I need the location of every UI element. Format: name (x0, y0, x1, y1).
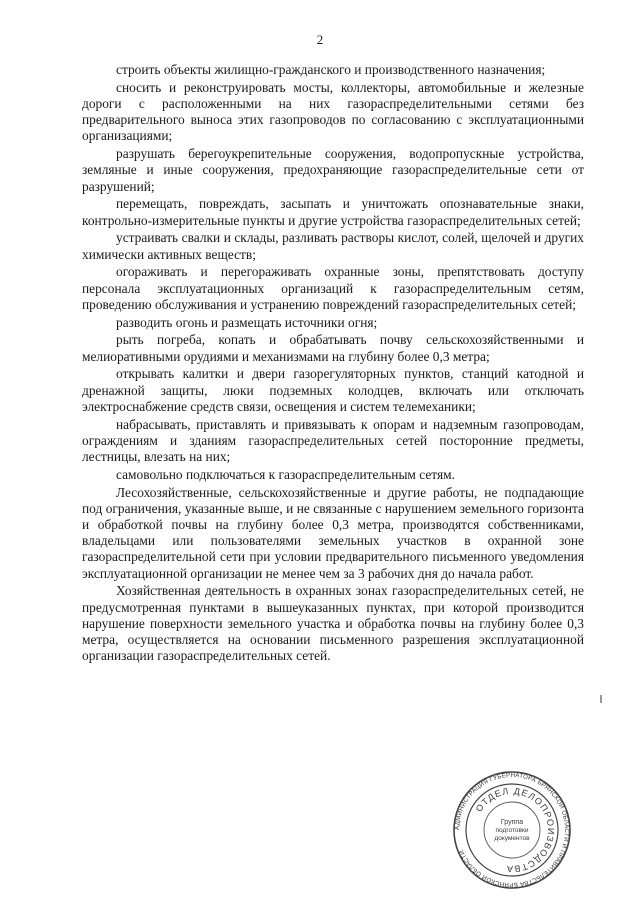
page-number: 2 (316, 32, 324, 47)
paragraph: самовольно подключаться к газораспределительным сетям. (116, 466, 455, 482)
document-body (82, 62, 584, 666)
stamp-center-line: Группа (500, 819, 524, 826)
paragraph: разрушать берегоукрепительные сооружения, водопропускные устройства, земляные и иные сооружения, предохраняющие газораспределительные сети от разрушений; (82, 146, 584, 194)
stamp-center-line: подготовки (495, 827, 529, 834)
paragraph: набрасывать, приставлять и привязывать к опорам и надземным газопроводам, ограждениям и зданиям газораспределительных сетей посторонние предметы, лестницы, влезать на них; (82, 416, 584, 465)
paragraph: рыть погреба, копать и обрабатывать почву сельскохозяйственными и мелиоративными орудиями и механизмами на глубину более 0,3 метра; (82, 332, 584, 364)
paragraph: огораживать и перегораживать охранные зоны, препятствовать доступу персонала эксплуатационных организаций к газораспределительным сетям, проведению обслуживания и устранению повреждений газораспределительных сетей; (82, 264, 584, 312)
paragraph: Хозяйственная деятельность в охранных зонах газораспределительных сетей, не предусмотренная пунктами в вышеуказанных пунктах, при которой производится нарушение поверхности земельного участка и обработка почвы на глубину более 0,3 метра, осуществляется на основании письменного разрешения эксплуатационной организации газораспределительных сетей. (82, 583, 584, 664)
paragraph: сносить и реконструировать мосты, коллекторы, автомобильные и железные дороги с расположенными на них газораспределительными сетями без предварительного выноса этих газопроводов по согласованию с эксплуатационными организациями; (82, 79, 584, 144)
stamp-inner-text: ОТДЕЛ ДЕЛОПРОИЗВОДСТВА (473, 785, 557, 875)
paragraph: Лесохозяйственные, сельскохозяйственные и другие работы, не подпадающие под ограничения, указанные выше, и не связанные с нарушением земельного горизонта и обработкой почвы на глубину более 0,3 метра, производятся собственниками, владельцами или пользователями земельных участков в охранной зоне газораспределительной сети при условии предварительного письменного уведомления эксплуатационной организации не менее чем за 3 рабочих дня до начала работ. (82, 484, 584, 581)
paragraph: открывать калитки и двери газорегуляторных пунктов, станций катодной и дренажной защиты, люки подземных колодцев, включать или отключать электроснабжение средств связи, освещения и систем телемеханики; (82, 366, 584, 414)
paragraph: разводить огонь и размещать источники огня; (116, 314, 378, 330)
scan-speck (600, 695, 602, 703)
paragraph: строить объекты жилищно-гражданского и производственного назначения; (116, 62, 546, 77)
office-stamp (452, 770, 572, 890)
stamp-outer-text: АДМИНИСТРАЦИЯ ГУБЕРНАТОРА БРЯНСКОЙ ОБЛАСТИ И ПРАВИТЕЛЬСТВА БРЯНСКОЙ ОБЛАСТИ (453, 771, 571, 889)
stamp-center-line: документов (494, 835, 530, 842)
paragraph: устраивать свалки и склады, разливать растворы кислот, солей, щелочей и других химически активных веществ; (82, 230, 584, 262)
paragraph: перемещать, повреждать, засыпать и уничтожать опознавательные знаки, контрольно-измерительные пункты и другие устройства газораспределительных сетей; (82, 196, 584, 228)
